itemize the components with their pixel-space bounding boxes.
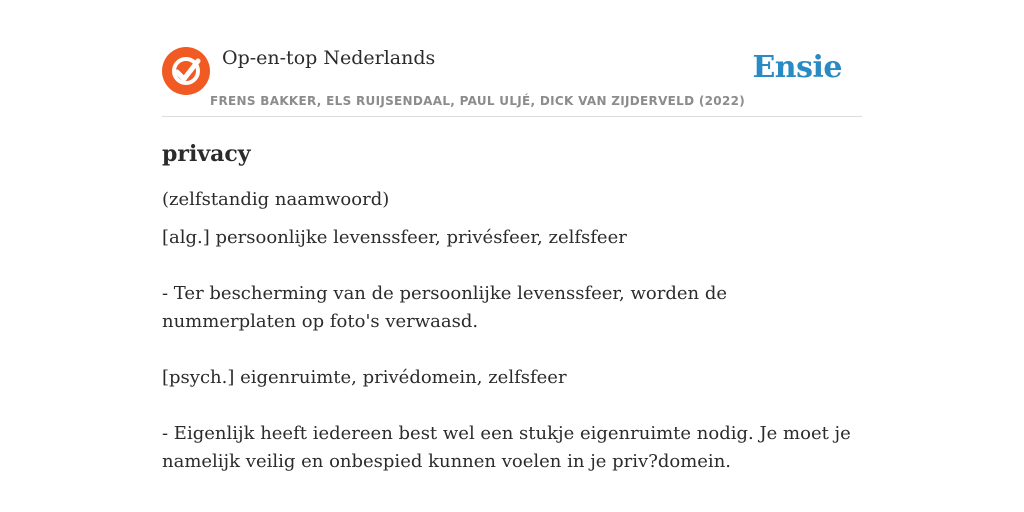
dictionary-header <box>162 40 862 117</box>
entry-content <box>162 138 862 476</box>
book-title[interactable]: Op-en-top Nederlands <box>222 47 436 69</box>
example-psych: - Eigenlijk heeft iedereen best wel een stukje eigenruimte nodig. Je moet je namelijk veilig en onbespied kunnen voelen in je priv?domein. <box>162 423 851 472</box>
check-badge-icon[interactable] <box>162 47 210 95</box>
ensie-logo[interactable]: Ensie <box>752 50 842 85</box>
definition-psych: [psych.] eigenruimte, privédomein, zelfsfeer <box>162 367 567 388</box>
definition-general: [alg.] persoonlijke levenssfeer, privésfeer, zelfsfeer <box>162 227 627 248</box>
part-of-speech: (zelfstandig naamwoord) <box>162 189 390 210</box>
book-authors: FRENS BAKKER, ELS RUIJSENDAAL, PAUL ULJÉ, DICK VAN ZIJDERVELD (2022) <box>210 94 746 108</box>
example-general: - Ter bescherming van de persoonlijke levenssfeer, worden de nummerplaten op foto's verwaasd. <box>162 283 728 332</box>
entry-headword: privacy <box>162 141 251 167</box>
